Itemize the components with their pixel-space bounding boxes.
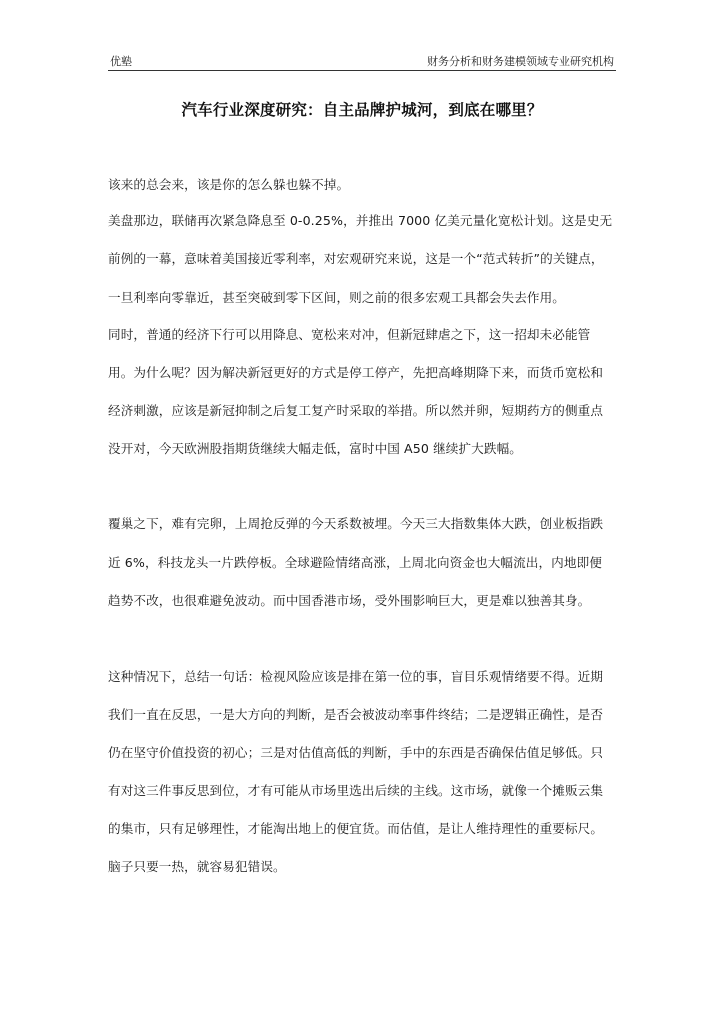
- paragraph-line: 脑子只要一热，就容易犯错误。: [108, 859, 286, 874]
- paragraph-line: 用。为什么呢？因为解决新冠更好的方式是停工停产，先把高峰期降下来，而货币宽松和: [108, 365, 604, 380]
- paragraph-line: 覆巢之下，难有完卵，上周抢反弹的今天系数被埋。今天三大指数集体大跌，创业板指跌: [108, 516, 604, 531]
- header-brand: 优塾: [110, 55, 132, 68]
- paragraph-line: 仍在坚守价值投资的初心；三是对估值高低的判断，手中的东西是否确保估值足够低。只: [108, 745, 604, 760]
- paragraph-line: 有对这三件事反思到位，才有可能从市场里选出后续的主线。这市场，就像一个摊贩云集: [108, 783, 604, 798]
- header-tagline: 财务分析和财务建模领域专业研究机构: [427, 55, 614, 68]
- paragraph-line: 我们一直在反思，一是大方向的判断，是否会被波动率事件终结；二是逻辑正确性，是否: [108, 707, 604, 722]
- paragraph-line: 这种情况下，总结一句话：检视风险应该是排在第一位的事，盲目乐观情绪要不得。近期: [108, 669, 604, 684]
- paragraph-line: 美盘那边，联储再次紧急降息至 0-0.25%，并推出 7000 亿美元量化宽松计划。这是史无: [108, 213, 613, 228]
- paragraph-line: 趋势不改，也很难避免波动。而中国香港市场，受外围影响巨大，更是难以独善其身。: [108, 593, 591, 608]
- page-header: [108, 50, 616, 71]
- paragraph-line: 一旦利率向零靠近，甚至突破到零下区间，则之前的很多宏观工具都会失去作用。: [108, 290, 565, 305]
- paragraph-line: 该来的总会来，该是你的怎么躲也躲不掉。: [108, 177, 350, 192]
- paragraph-line: 经济刺激，应该是新冠抑制之后复工复产时采取的举措。所以然并卵，短期药方的侧重点: [108, 403, 604, 418]
- paragraph-line: 同时，普通的经济下行可以用降息、宽松来对冲，但新冠肆虐之下，这一招却未必能管: [108, 327, 591, 342]
- article-title: 汽车行业深度研究：自主品牌护城河，到底在哪里？: [181, 101, 543, 119]
- paragraph-line: 近 6%，科技龙头一片跌停板。全球避险情绪高涨，上周北向资金也大幅流出，内地即便: [108, 555, 602, 570]
- paragraph-line: 没开对，今天欧洲股指期货继续大幅走低，富时中国 A50 继续扩大跌幅。: [108, 441, 522, 456]
- paragraph-line: 的集市，只有足够理性，才能淘出地上的便宜货。而估值，是让人维持理性的重要标尺。: [108, 821, 604, 836]
- paragraph-line: 前例的一幕，意味着美国接近零利率，对宏观研究来说，这是一个“范式转折”的关键点，: [108, 251, 604, 266]
